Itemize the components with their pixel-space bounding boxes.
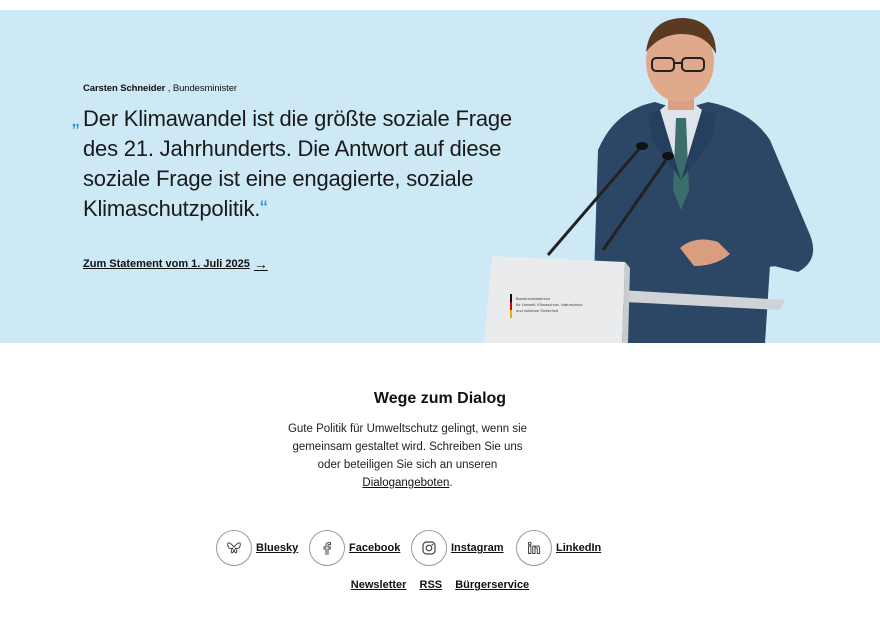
social-link-instagram[interactable] [411,530,504,566]
speaker-byline [83,83,237,94]
statement-link[interactable] [83,256,268,272]
social-label-bluesky: Bluesky [256,542,299,554]
hero-banner [0,10,880,343]
svg-text:und nukleare Sicherheit: und nukleare Sicherheit [516,308,559,313]
butterfly-icon [216,530,252,566]
dialog-text-body: Gute Politik für Umweltschutz gelingt, wenn sie gemeinsam gestaltet wird. Schreiben Sie uns oder beteiligen Sie sich an unseren [287,423,528,471]
speaker-name: Carsten Schneider [83,83,166,94]
social-link-facebook[interactable] [309,530,400,566]
dialog-text [285,420,530,492]
dialog-offers-link[interactable]: Dialogangeboten [362,477,450,489]
quote-open-mark: „ [72,106,80,131]
dialog-text-end: . [449,477,453,489]
footer-link-rss[interactable]: RSS [419,579,443,591]
svg-text:für Umwelt, Klimaschutz, Natur: für Umwelt, Klimaschutz, Naturschutz [516,302,583,307]
hero-quote [72,104,523,224]
social-link-bluesky[interactable] [216,530,298,566]
footer-link-newsletter[interactable]: Newsletter [350,579,407,591]
linkedin-icon [516,530,552,566]
social-link-linkedin[interactable] [516,530,601,566]
minister-photo [480,10,880,343]
social-label-instagram: Instagram [451,542,504,554]
dialog-title: Wege zum Dialog [373,390,507,407]
statement-link-label: Zum Statement vom 1. Juli 2025 [83,258,250,270]
instagram-icon [411,530,447,566]
arrow-right-icon: → [253,256,268,272]
social-label-linkedin: LinkedIn [556,542,602,554]
speaker-role: , Bundesminister [167,83,237,94]
footer-links [0,579,880,591]
quote-text: Der Klimawandel ist die größte soziale Frage des 21. Jahrhunderts. Die Antwort auf diese soziale Frage ist eine engagierte, soziale Klimaschutzpolitik. [83,106,512,221]
social-label-facebook: Facebook [349,542,401,554]
quote-close-mark: “ [260,196,268,221]
footer-link-buergerservice[interactable]: Bürgerservice [455,579,530,591]
svg-text:Bundesministerium: Bundesministerium [516,296,551,301]
facebook-icon [309,530,345,566]
social-links [0,530,880,568]
